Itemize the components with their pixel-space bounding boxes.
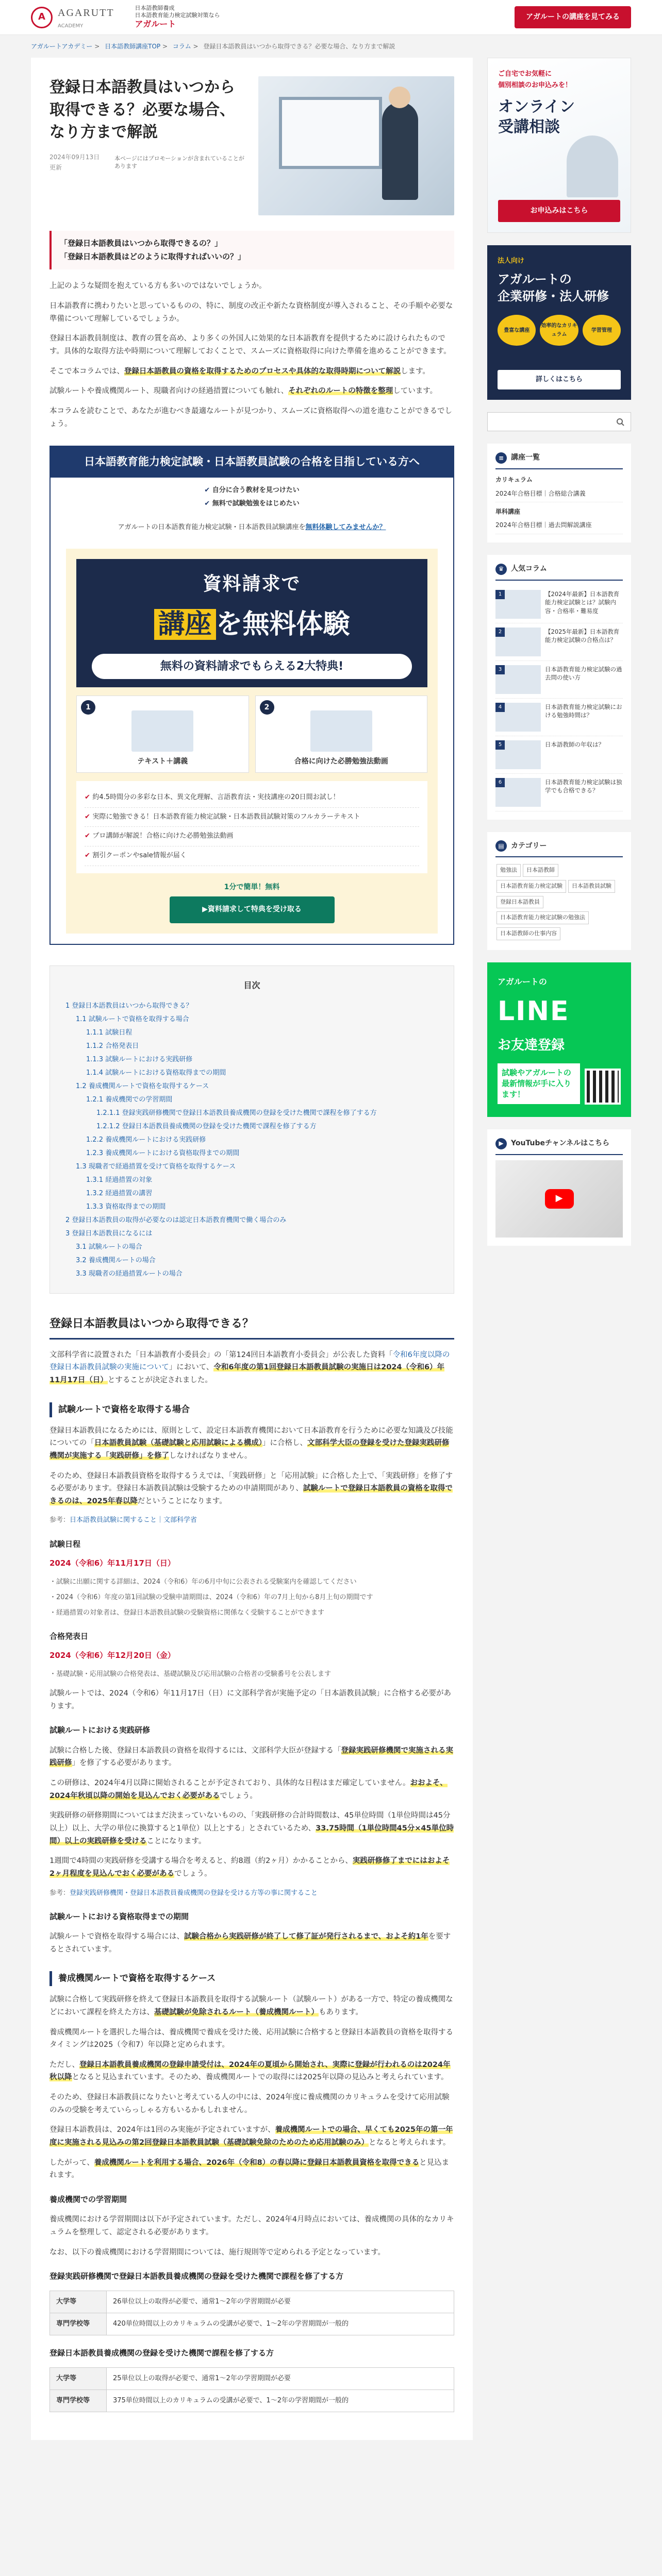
youtube-thumbnail[interactable]	[495, 1160, 623, 1238]
subsubsection-heading: 試験ルートにおける実践研修	[49, 1725, 151, 1735]
category-tag[interactable]: 日本語教員試験	[568, 880, 615, 893]
paragraph: そのため、登録日本語教員資格を取得するうえでは、「実践研修」と「応用試験」に合格した上で、「実践研修」を修了する必要があります。登録日本語教員試験は受験するための申請期間があり、試験ルートで登録日本語教員の資格を取得できるのは、2025年春以降だということになります。	[49, 1471, 453, 1505]
toc-item[interactable]: 1.2.1 養成機関での学習期間	[86, 1096, 173, 1104]
table-heading: 登録実践研修機関で登録日本語教員養成機関の登録を受けた機関で課程を修了する方	[49, 2272, 344, 2281]
paragraph: 試験に合格した後、登録日本語教員の資格を取得するには、文部科学大臣が登録する「登録実践研修機関で実施される実践研修」を修了する必要があります。	[49, 1746, 453, 1768]
table-heading: 登録日本語教員養成機関の登録を受けた機関で課程を修了する方	[49, 2348, 274, 2358]
section-heading: 登録日本語教員はいつから取得できる？	[49, 1314, 454, 1339]
exam-date: 2024（令和6）年11月17日（日）	[49, 1558, 175, 1568]
article-hero	[49, 76, 454, 215]
breadcrumb-current: 登録日本語教員はいつから取得できる？必要な場合、なり方まで解説	[203, 43, 395, 50]
note: ・試験に出願に関する詳細は、2024（令和6）年の6月中旬に公表される受験案内を確認してください	[49, 1578, 357, 1586]
gift-label: テキスト＋講義	[137, 757, 188, 766]
corporate-training-banner[interactable]	[487, 245, 631, 400]
cta-checklist	[51, 478, 453, 517]
consult-apply-button[interactable]: お申込みはこちら	[498, 200, 620, 223]
video-image	[310, 710, 372, 752]
article-main	[31, 58, 473, 2439]
rank-badge: 5	[495, 740, 505, 750]
rank-badge: 4	[495, 703, 505, 712]
lead-question-2: 「登録日本語教員はどのように取得すればいいの？」	[60, 251, 246, 261]
widget-title: YouTubeチャンネルはこちら	[511, 1139, 610, 1147]
paragraph: この研修は、2024年4月以降に開始されることが予定されており、具体的な日程はまだ確定していません。おおよそ、2024年秋頃以降の開始を見込んでおく必要があるでしょう。	[49, 1779, 448, 1800]
subsubsection-heading: 合格発表日	[49, 1631, 89, 1641]
promo-point: ✔ プロ講師が解説！合格に向けた必勝勉強法動画	[85, 827, 419, 846]
widget-title: 人気コラム	[511, 564, 547, 573]
site-logo[interactable]	[31, 4, 220, 30]
consultant-image	[567, 135, 618, 197]
toc-item[interactable]: 1.2.3 養成機関ルートにおける資格取得までの期間	[86, 1149, 240, 1158]
logo2-line1: 日本語教師養成	[135, 4, 175, 11]
breadcrumb: アガルートアカデミー > 日本語教師講座TOP > コラム > 登録日本語教員はいつから取得できる？必要な場合、なり方まで解説	[31, 43, 395, 50]
rank-badge: 3	[495, 665, 505, 674]
sidebar	[487, 58, 631, 1258]
header-cta-button[interactable]: アガルートの講座を見てみる	[515, 6, 631, 29]
rank-badge: 6	[495, 778, 505, 787]
gift-number: 1	[81, 700, 95, 715]
column-thumbnail	[495, 778, 541, 807]
breadcrumb-item[interactable]: コラム	[172, 43, 191, 50]
paragraph: そのため、登録日本語教員になりたいと考えている人の中には、2024年度に養成機関のカリキュラムを受けて応用試験のみの受験を考えていらっしゃる方もいるかもしれません。	[49, 2093, 450, 2114]
column-title: 【2024年最新】日本語教育能力検定試験とは？試験内容・合格率・難易度	[545, 590, 620, 615]
toc-item[interactable]: 1.3.2 経過措置の講習	[86, 1190, 153, 1198]
reference-link[interactable]: 登録実践研修機関・登録日本語教員養成機関の登録を受ける方等の事に関すること	[70, 1889, 318, 1897]
toc-item[interactable]: 1.3.3 資格取得までの期間	[86, 1203, 166, 1211]
column-thumbnail	[495, 740, 541, 769]
textbook-image	[131, 710, 193, 752]
promo-title-3: 無料の資料請求でもらえる2大特典!	[92, 654, 412, 679]
column-title: 日本語教育能力検定試験における勉強時間は？	[545, 703, 622, 719]
gift-label: 合格に向けた必勝勉強法動画	[294, 757, 388, 766]
reference: 参考：日本語教員試験に関すること｜文部科学省	[49, 1516, 197, 1524]
logo2-brand: アガルート	[135, 19, 176, 29]
request-materials-button[interactable]: ▶資料請求して特典を受け取る	[170, 896, 335, 923]
subsection-heading: 養成機関ルートで資格を取得するケース	[49, 1971, 454, 1986]
cta-check-item: ✔ 無料で試験勉強をはじめたい	[204, 498, 299, 510]
toc-item[interactable]: 1 登録日本語教員はいつから取得できる？	[65, 1002, 193, 1010]
gift-card	[76, 696, 249, 773]
logo-sub: ACADEMY	[58, 23, 84, 29]
line-friend-banner[interactable]	[487, 962, 631, 1117]
toc-item[interactable]: 1.3 現職者で経過措置を受けて資格を取得するケース	[76, 1163, 236, 1171]
paragraph: 養成機関ルートを選択した場合は、養成機関で養成を受けた後、応用試験に合格すると登録日本語教員の資格を取得するタイミングは2025（令和7）年以降と定められます。	[49, 2028, 453, 2049]
subsubsection-heading: 養成機関での学習期間	[49, 2194, 127, 2204]
logo2-line2: 日本語教育能力検定試験対策なら	[135, 12, 220, 19]
banner-text: 個別相談のお申込みを！	[498, 81, 572, 90]
folder-icon: ▤	[495, 840, 507, 852]
paragraph: 実践研修の研修期間についてはまだ決まっていないものの、「実践研修の合計時間数は、45単位時間（1単位時間は45分以上）以上、大学の単位に換算すると1単位）以上とする」とされているため、33.75時間（1単位時間45分×45単位時間）以上の実践研修を受けることになります。	[49, 1811, 454, 1845]
announcement-date: 2024（令和6）年12月20日（金）	[49, 1651, 175, 1660]
subsubsection-heading: 試験ルートにおける資格取得までの期間	[49, 1911, 189, 1921]
popular-column-item[interactable]	[495, 661, 623, 699]
logo-mark-icon: A	[31, 7, 53, 28]
banner-text: アガルートの	[498, 976, 547, 987]
paragraph: 日本語教育に携わりたいと思っているものの、特に、制度の改正や新たな資格制度が導入されること、その手順や必要な準備について理解しているでしょうか。	[49, 302, 453, 323]
rank-badge: 1	[495, 590, 505, 599]
lead-questions	[49, 231, 454, 269]
table-row: 専門学校等 375単位時間以上のカリキュラムの受講が必要で、1〜2年の学習期間が一般的	[50, 2389, 454, 2412]
column-title: 【2025年最新】日本語教育能力検定試験の合格点は？	[545, 628, 620, 644]
cta-heading: 日本語教育能力検定試験・日本語教員試験の合格を目指している方へ	[51, 447, 453, 478]
breadcrumb-item[interactable]: アガルートアカデミー	[31, 43, 93, 50]
toc-item[interactable]: 1.2 養成機関ルートで資格を取得するケース	[76, 1082, 209, 1091]
table-row: 大学等 26単位以上の取得が必要で、通常1〜2年の学習期間が必要	[50, 2291, 454, 2313]
play-icon[interactable]: ▶	[545, 1189, 574, 1209]
youtube-icon: ▶	[495, 1138, 507, 1149]
logo-text: AGARUTT	[58, 7, 114, 19]
paragraph: 上記のような疑問を抱えている方も多いのではないでしょうか。	[49, 282, 267, 291]
paragraph: 登録日本語教員は、2024年は1回のみ実施が予定されていますが、養成機関ルートでの場合、早くても2025年の第一年度に実施される見込みの第2回登録日本語教員試験（基礎試験免除のためのため応用試験のみ）となると考えられます。	[49, 2126, 453, 2147]
rank-badge: 2	[495, 628, 505, 637]
subsubsection-heading: 試験日程	[49, 1539, 81, 1549]
banner-text: 法人向け	[498, 257, 525, 265]
toc-item[interactable]: 1.1.2 合格発表日	[86, 1042, 139, 1050]
widget-title: 講座一覧	[511, 453, 540, 462]
youtube-widget	[487, 1129, 631, 1246]
toc-item[interactable]: 3.3 現職者の経過措置ルートの場合	[76, 1270, 183, 1278]
widget-subtitle: カリキュラム	[495, 476, 533, 484]
popular-column-item[interactable]	[495, 699, 623, 736]
hero-image	[258, 76, 454, 215]
qr-code-icon	[585, 1069, 621, 1105]
paragraph: 登録日本語教員になるためには、原則として、設定日本語教育機関において日本語教育を行うために必要な知識及び技能についての「日本語教員試験（基礎試験と応用試験による構成）」に合格し、文部科学大臣の登録を受けた登録実践研修機関が実施する「実践研修」を修了しなければなりません。	[49, 1426, 453, 1460]
column-thumbnail	[495, 665, 541, 694]
search-input[interactable]	[488, 413, 610, 431]
toc-item[interactable]: 1.3.1 経過措置の対象	[86, 1176, 153, 1184]
popular-columns-widget	[487, 555, 631, 820]
banner-title: お友達登録	[498, 1038, 565, 1054]
crown-icon: ♛	[495, 564, 507, 575]
category-tag[interactable]: 登録日本語教員	[496, 896, 543, 909]
reference: 参考：登録実践研修機関・登録日本語教員養成機関の登録を受ける方等の事に関すること	[49, 1889, 318, 1897]
table-of-contents	[49, 965, 454, 1294]
feature-badge: 豊富な講座	[498, 315, 536, 346]
paragraph: 養成機関における学習期間は以下が予定されています。ただし、2024年4月時点においては、養成機関の具体的なカリキュラムを整理して、認定される必要があります。	[49, 2215, 454, 2237]
course-list-widget	[487, 444, 631, 542]
promo-free-label: 1分で簡単！無料	[224, 883, 280, 891]
reference-link[interactable]: 令和6年度以降の登録日本語教員試験の実施について	[49, 1350, 450, 1372]
promo-point: ✔ 割引クーポンやsale情報が届く	[85, 846, 419, 866]
category-tag[interactable]: 日本語教師	[523, 864, 558, 877]
paragraph: ただし、登録日本語教員養成機関の登録申請受付は、2024年の夏頃から開始され、実際に登録が行われるのは2024年秋以降となると見込まれています。そのため、養成機関ルートでの取得には2025年以降の見込みと考えられています。	[49, 2060, 451, 2082]
paragraph: 本コラムを読むことで、あなたが進むべき最適なルートが見つかり、スムーズに資格取得への道を進むことができるでしょう。	[49, 406, 452, 428]
column-title: 日本語教育能力検定試験の過去問の使い方	[545, 665, 622, 682]
course-link[interactable]: 2024年合格目標｜過去問解説講座	[495, 517, 623, 534]
promo-title-2: 講座 を無料体験	[81, 602, 422, 647]
popular-column-item[interactable]	[495, 586, 623, 623]
paragraph: なお、以下の養成機関における学習期間については、施行規則等で定められる予定となっています。	[49, 2248, 386, 2257]
note: ・2024（令和6）年度の第1回試験の受験申請期間は、2024（令和6）年の7月上旬から8月上旬の期間です	[49, 1593, 373, 1601]
banner-title: オンライン 受講相談	[498, 97, 575, 136]
reference-link[interactable]: 日本語教員試験に関すること｜文部科学省	[70, 1516, 197, 1524]
toc-item[interactable]: 3 登録日本語教員になるには	[65, 1230, 153, 1238]
widget-subtitle: 単科講座	[495, 507, 521, 515]
subsection-heading: 試験ルートで資格を取得する場合	[49, 1402, 454, 1417]
paragraph: 登録日本語教員制度は、教育の質を高め、より多くの外国人に効果的な日本語教育を提供するために設けられたものです。具体的な取得方法や時期について理解しておくことで、スムーズに資格取得に向けた準備を進めることができます。	[49, 334, 451, 355]
banner-title: アガルートの 企業研修・法人研修	[498, 272, 609, 303]
column-thumbnail	[495, 590, 541, 619]
note: ・基礎試験・応用試験の合格発表は、基礎試験及び応用試験の合格者の受験番号を公表します	[49, 1670, 332, 1678]
feature-badge: 効率的なカリキュラム	[540, 315, 578, 346]
site-header	[0, 0, 662, 35]
lead-question-1: 「登録日本語教員はいつから取得できるの？」	[60, 239, 223, 248]
paragraph: 試験に合格して実践研修を終えて登録日本語教員を取得する試験ルート（試験ルート）がある一方で、特定の養成機関などにおいて課程を終えた方は、基礎試験が免除されるルート（養成機関ルート）もあります。	[49, 1995, 453, 2016]
toc-item[interactable]: 3.1 試験ルートの場合	[76, 1243, 142, 1251]
toc-title: 目次	[243, 980, 260, 991]
toc-item[interactable]: 1.1.4 試験ルートにおける資格取得までの期間	[86, 1069, 226, 1077]
widget-title: カテゴリー	[511, 841, 547, 850]
column-title: 日本語教師の年収は？	[545, 740, 605, 748]
promo-title-1: 資料請求で	[203, 573, 301, 595]
corporate-details-button[interactable]: 詳しくはこちら	[498, 370, 621, 389]
paragraph: 試験ルートで資格を取得する場合には、試験合格から実践研修が終了して修了証が発行されるまで、およそ約1年を要するとされています。	[49, 1933, 451, 1954]
line-logo-text: LINE	[498, 995, 570, 1027]
paragraph: したがって、養成機関ルートを利用する場合、2026年（令和8）の春以降に登録日本語教員資格を取得できると見込まれます。	[49, 2158, 450, 2180]
promotion-note: 本ページにはプロモーションが含まれていることがあります	[114, 155, 244, 170]
paragraph: 試験ルートや養成機関ルート、現職者向けの経過措置についても触れ、それぞれのルートの特徴を整理しています。	[49, 387, 438, 396]
article-date: 2024年09月13日更新	[49, 153, 100, 172]
gift-number: 2	[260, 700, 274, 715]
popular-column-item[interactable]	[495, 623, 623, 661]
toc-item[interactable]: 1.1.1 試験日程	[86, 1029, 133, 1037]
paragraph: 試験ルートでは、2024（令和6）年11月17日（日）に文部科学省が実施予定の「日本語教員試験」に合格する必要があります。	[49, 1689, 452, 1710]
popular-column-item[interactable]	[495, 774, 623, 811]
category-widget	[487, 832, 631, 950]
paragraph: 文部科学省に設置された「日本語教育小委員会」の「第124回日本語教育小委員会」が公表した資料「令和6年度以降の登録日本語教員試験の実施について」において、令和6年度の第1回登録日本語教員試験の実施日は2024（令和6）年11月17日（日）とすることが決定されました。	[49, 1350, 450, 1385]
category-tag[interactable]: 日本語教育能力検定試験の勉強法	[496, 911, 589, 924]
toc-item[interactable]: 1.1.3 試験ルートにおける実践研修	[86, 1056, 193, 1064]
logo-secondary	[135, 5, 220, 30]
study-period-table-1	[49, 2291, 454, 2335]
promo-banner[interactable]	[66, 549, 438, 934]
search-icon[interactable]	[610, 413, 631, 431]
paragraph: 1週間で4時間の実践研修を受講する場合を考えると、約8週（約2ヶ月）かかることから、実践研修修了までにはおよそ2ヶ月程度を見込んでおく必要があるでしょう。	[49, 1857, 450, 1878]
cta-box	[49, 446, 454, 945]
promo-point: ✔ 実際に勉強できる！日本語教育能力検定試験・日本語教員試験対策のフルカラーテキスト	[85, 808, 419, 827]
banner-text: 試験やアガルートの最新情報が手に入ります！	[498, 1063, 580, 1104]
free-trial-link[interactable]: 無料体験してみませんか？	[305, 523, 386, 531]
sidebar-search	[487, 412, 631, 431]
toc-item[interactable]: 1.2.1.1 登録実践研修機関で登録日本語教員養成機関の登録を受けた機関で課程を修了する方	[96, 1109, 377, 1117]
note: ・経過措置の対象者は、登録日本語教員試験の受験資格に関係なく受験することができます	[49, 1608, 325, 1617]
article-title: 登録日本語教員はいつから取得できる？必要な場合、なり方まで解説	[49, 78, 235, 142]
list-icon: ≡	[495, 452, 507, 464]
cta-link-row: アガルートの日本語教育能力検定試験・日本語教員試験講座を無料体験してみませんか？	[118, 523, 386, 531]
gift-card	[255, 696, 428, 773]
course-link[interactable]: 2024年合格目標｜合格総合講義	[495, 485, 623, 502]
column-title: 日本語教育能力検定試験は独学でも合格できる？	[545, 778, 622, 794]
online-consult-banner[interactable]	[487, 58, 631, 233]
study-period-table-2	[49, 2367, 454, 2412]
category-tag[interactable]: 勉強法	[496, 864, 521, 877]
toc-item[interactable]: 1.2.2 養成機関ルートにおける実践研修	[86, 1136, 206, 1144]
category-tag[interactable]: 日本語教師の仕事内容	[496, 927, 560, 940]
paragraph: そこで本コラムでは、登録日本語教員の資格を取得するためのプロセスや具体的な取得時期について解説します。	[49, 367, 430, 376]
promo-point: ✔ 約4.5時間分の多彩な日本、異文化理解、言語教育法・実技講座の20日間お試し！	[85, 788, 419, 808]
toc-item[interactable]: 3.2 養成機関ルートの場合	[76, 1257, 156, 1265]
column-thumbnail	[495, 628, 541, 656]
feature-badge: 学習管理	[583, 315, 621, 346]
table-row: 専門学校等 420単位時間以上のカリキュラムの受講が必要で、1〜2年の学習期間が一般的	[50, 2313, 454, 2335]
popular-column-item[interactable]	[495, 736, 623, 774]
breadcrumb-item[interactable]: 日本語教師講座TOP	[105, 43, 161, 50]
category-tag[interactable]: 日本語教育能力検定試験	[496, 880, 566, 893]
toc-item[interactable]: 1.1 試験ルートで資格を取得する場合	[76, 1015, 189, 1024]
banner-text: ご自宅でお気軽に	[498, 70, 552, 78]
promo-points	[76, 781, 427, 873]
column-thumbnail	[495, 703, 541, 732]
toc-item[interactable]: 1.2.1.2 登録日本語教員養成機関の登録を受けた機関で課程を修了する方	[96, 1123, 317, 1131]
toc-item[interactable]: 2 登録日本語教員の取得が必要なのは認定日本語教育機関で働く場合のみ	[65, 1216, 287, 1225]
table-row: 大学等 25単位以上の取得が必要で、通常1〜2年の学習期間が必要	[50, 2367, 454, 2389]
cta-check-item: ✔ 自分に合う教材を見つけたい	[204, 485, 299, 496]
